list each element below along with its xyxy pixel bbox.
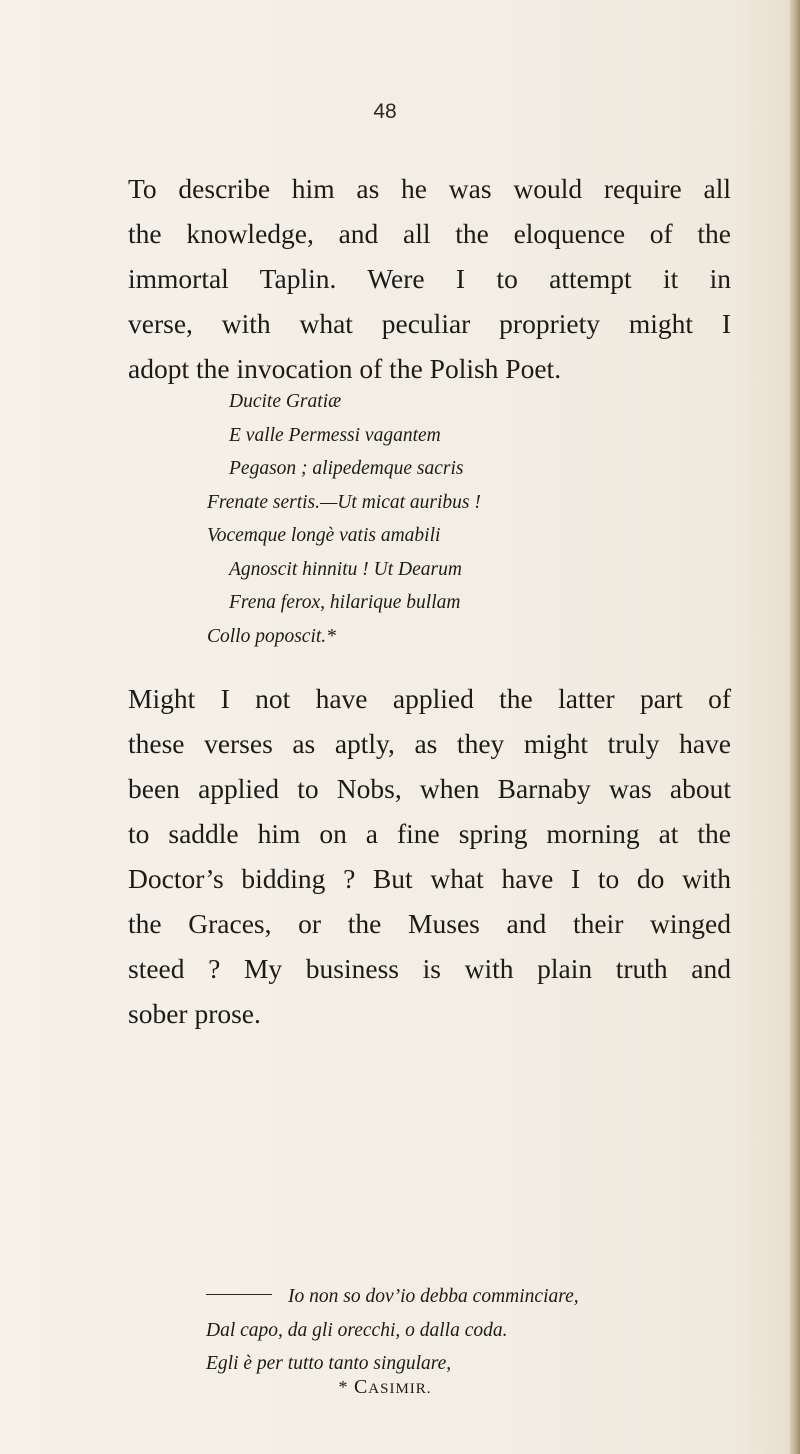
page-edge-shadow [790,0,800,1454]
verse-line: Collo poposcit.* [207,625,336,647]
em-rule [206,1294,272,1295]
paragraph-line: immortal Taplin. Were I to attempt it in [128,263,731,294]
verse-line: Ducite Gratiæ [229,391,342,412]
italian-verse [0,1280,770,1381]
verse-line: Dal capo, da gli orecchi, o dalla coda. [206,1319,508,1341]
paragraph-line: sober prose. [128,998,261,1029]
verse-line: Frenate sertis.—Ut micat auribus ! [207,491,481,513]
paragraph-intro [128,166,731,391]
verse-line: E valle Permessi vagantem [229,424,441,446]
paragraph-line: adopt the invocation of the Polish Poet. [128,353,562,384]
paragraph-line: these verses as aptly, as they might truly have [128,728,731,759]
paragraph-line: To describe him as he was would require all [128,173,731,204]
verse-line-text: Io non so dov’io debba comminciare, [288,1286,579,1307]
footnote [0,1376,770,1399]
paragraph-line: the Graces, or the Muses and their winged [128,908,731,939]
paragraph-line: verse, with what peculiar propriety might I [128,308,731,339]
paragraph-line: to saddle him on a fine spring morning at the [128,818,731,849]
latin-verse [0,385,770,653]
verse-line: Agnoscit hinnitu ! Ut Dearum [229,558,462,580]
paragraph-line: Doctor’s bidding ? But what have I to do with [128,863,731,894]
footnote-marker: * [338,1377,349,1397]
page-number: 48 [373,100,397,123]
paragraph-line: steed ? My business is with plain truth and [128,953,731,984]
paragraph-line: the knowledge, and all the eloquence of the [128,218,731,249]
verse-line: Frena ferox, hilarique bullam [229,592,461,613]
verse-line [0,1280,770,1314]
paragraph-nobs [128,676,731,1036]
verse-line: Pegason ; alipedemque sacris [229,458,464,479]
verse-line: Egli è per tutto tanto singulare, [206,1353,452,1374]
paragraph-line: Might I not have applied the latter part of [128,683,731,714]
verse-line: Vocemque longè vatis amabili [207,525,441,546]
footnote-rest: ASIMIR. [368,1381,432,1397]
footnote-initial: C [353,1376,369,1398]
paragraph-line: been applied to Nobs, when Barnaby was about [128,773,731,804]
